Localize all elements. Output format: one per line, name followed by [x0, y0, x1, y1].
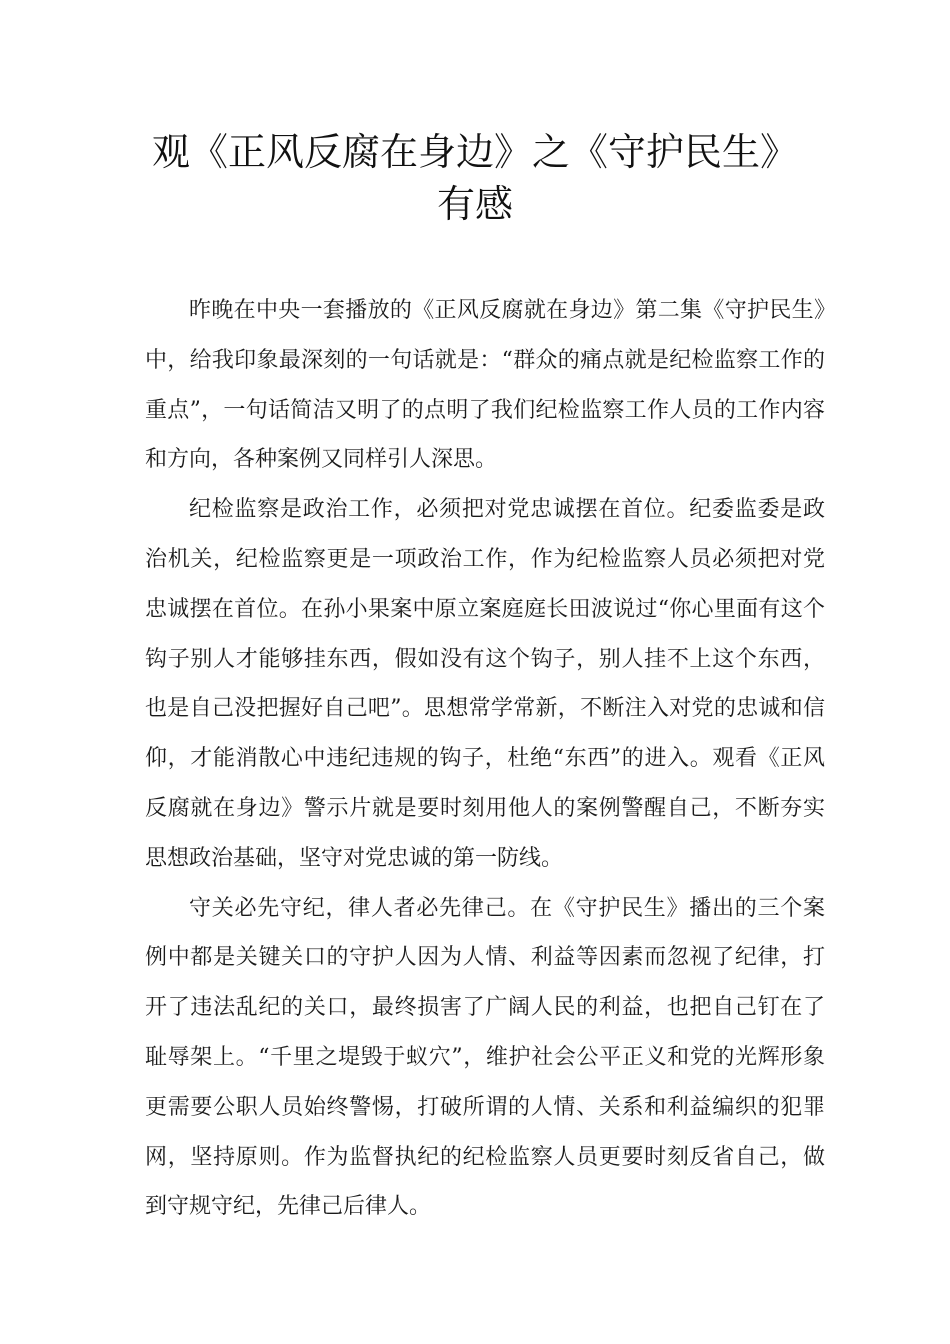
paragraph-2: 纪检监察是政治工作，必须把对党忠诚摆在首位。纪委监委是政治机关，纪检监察更是一项政治工作，作为纪检监察人员必须把对党忠诚摆在首位。在孙小果案中原立案庭庭长田波说过“你心里面有这个钩子别人才能够挂东西，假如没有这个钩子，别人挂不上这个东西，也是自己没把握好自己吧”。思想常学常新，不断注入对党的忠诚和信仰，才能消散心中违纪违规的钩子，杜绝“东西”的进入。观看《正风反腐就在身边》警示片就是要时刻用他人的案例警醒自己，不断夯实思想政治基础，坚守对党忠诚的第一防线。	[145, 497, 825, 871]
document-title	[100, 126, 850, 230]
document-body	[145, 286, 825, 1232]
title-line-1: 观《正风反腐在身边》之《守护民生》	[151, 130, 798, 174]
title-line-2: 有感	[436, 182, 513, 226]
paragraph-3: 守关必先守纪，律人者必先律己。在《守护民生》播出的三个案例中都是关键关口的守护人因为人情、利益等因素而忽视了纪律，打开了违法乱纪的关口，最终损害了广阔人民的利益，也把自己钉在了耻辱架上。“千里之堤毁于蚁穴”，维护社会公平正义和党的光辉形象更需要公职人员始终警惕，打破所谓的人情、关系和利益编织的犯罪网，坚持原则。作为监督执纪的纪检监察人员更要时刻反省自己，做到守规守纪，先律己后律人。	[145, 895, 825, 1220]
paragraph-1: 昨晚在中央一套播放的《正风反腐就在身边》第二集《守护民生》中，给我印象最深刻的一句话就是：“群众的痛点就是纪检监察工作的重点”，一句话简洁又明了的点明了我们纪检监察工作人员的工作内容和方向，各种案例又同样引人深思。	[145, 298, 825, 473]
